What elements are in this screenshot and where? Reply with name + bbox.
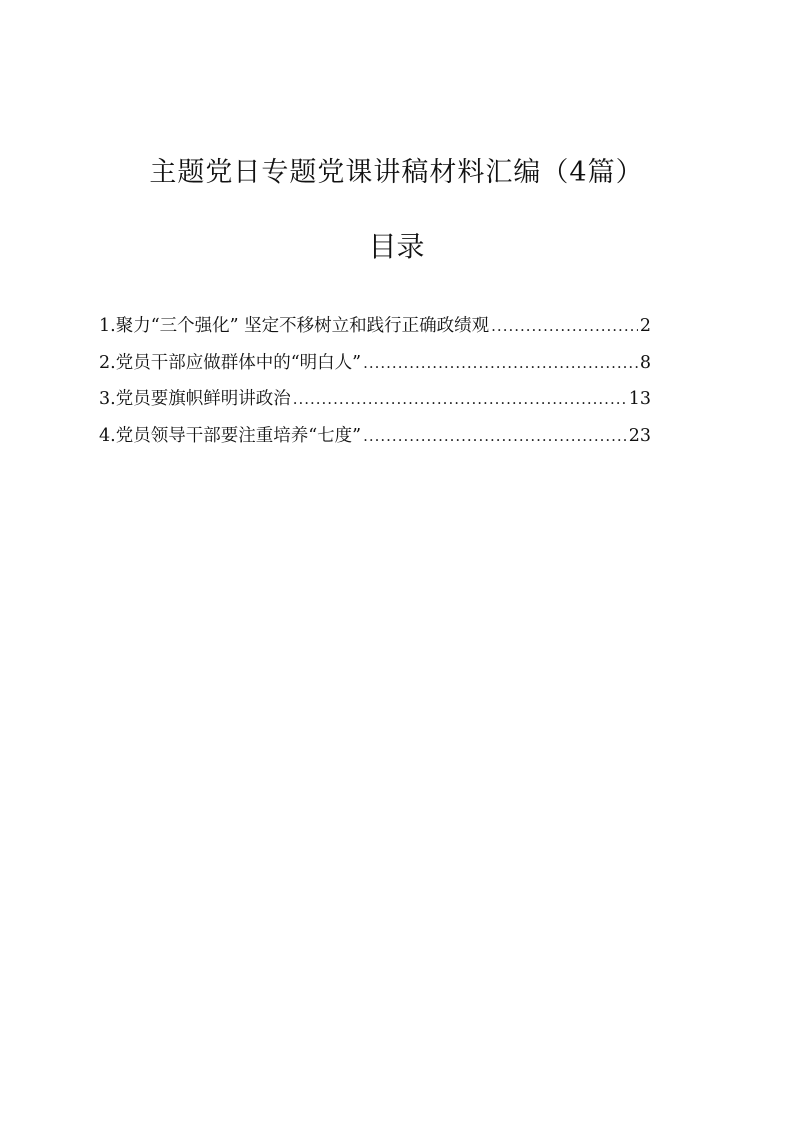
toc-entry-3[interactable]: [99, 381, 651, 418]
toc-dot-leader: [293, 381, 627, 418]
toc-entry-1[interactable]: [99, 308, 651, 345]
document-title: 主题党日专题党课讲稿材料汇编（4篇）: [149, 157, 644, 188]
toc-entry-title: 3.党员要旗帜鲜明讲政治: [99, 389, 291, 409]
toc-entry-title: 2.党员干部应做群体中的“明白人”: [99, 352, 362, 373]
toc-entry-title: 4.党员领导干部要注重培养“七度”: [99, 425, 362, 446]
toc-page-number: 2: [639, 316, 651, 336]
toc-page-number: 13: [628, 389, 651, 409]
toc-entry-title: 1.聚力“三个强化” 坚定不移树立和践行正确政绩观: [99, 316, 490, 336]
toc-page-number: 8: [639, 352, 651, 373]
toc-dot-leader: [363, 418, 627, 455]
toc-entry-4[interactable]: [99, 418, 651, 455]
toc-page-number: 23: [628, 425, 651, 446]
toc-entry-2[interactable]: [99, 345, 651, 382]
toc-dot-leader: [363, 345, 638, 382]
table-of-contents: [99, 308, 651, 454]
toc-heading: 目录: [368, 230, 425, 263]
toc-dot-leader: [491, 308, 638, 345]
